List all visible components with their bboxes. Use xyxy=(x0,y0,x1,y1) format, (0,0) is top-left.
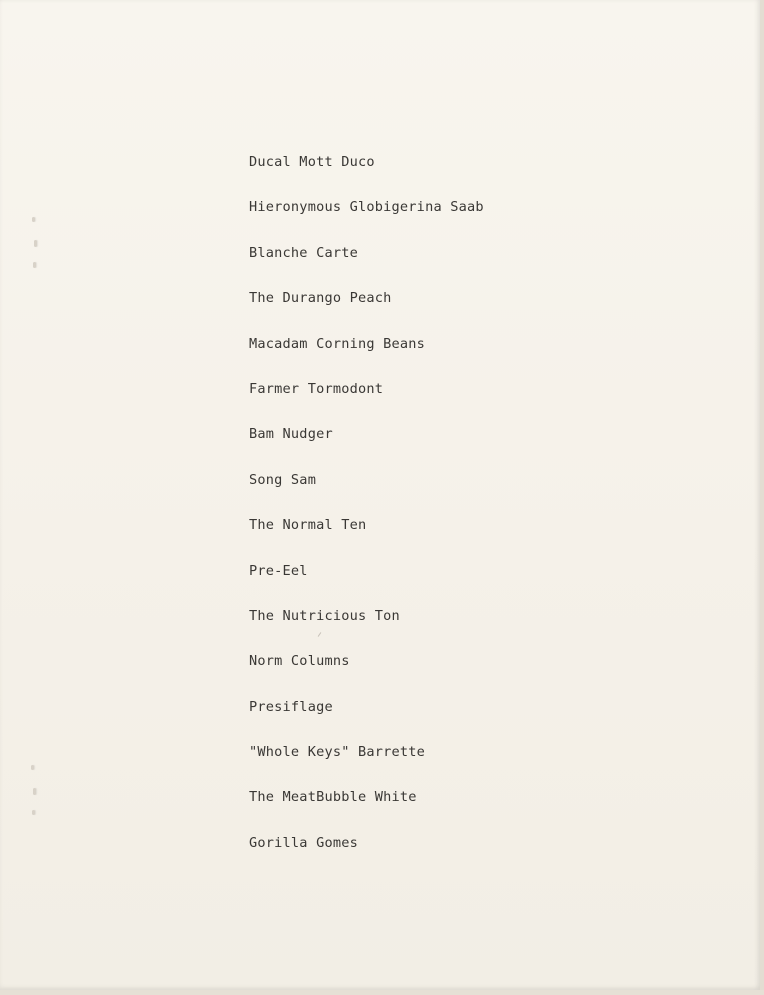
list-item: Bam Nudger xyxy=(249,426,333,443)
list-item: Gorilla Gomes xyxy=(249,834,358,851)
list-item: Blanche Carte xyxy=(249,244,358,261)
list-item: The MeatBubble White xyxy=(249,789,417,806)
page-edge-bottom xyxy=(0,990,764,995)
punch-mark-bottom-3 xyxy=(32,810,35,815)
list-item: Presiflage xyxy=(249,698,333,715)
punch-mark-top-2 xyxy=(34,240,37,247)
list-item: Hieronymous Globigerina Saab xyxy=(249,199,484,216)
list-item: Song Sam xyxy=(249,471,317,488)
list-item: Macadam Corning Beans xyxy=(249,335,426,352)
list-item: Pre-Eel xyxy=(249,562,308,579)
list-item: Farmer Tormodont xyxy=(249,380,384,397)
punch-mark-top xyxy=(32,217,35,222)
name-list xyxy=(249,151,484,877)
list-item: The Nutricious Ton xyxy=(249,607,400,624)
list-item: "Whole Keys" Barrette xyxy=(249,744,426,761)
list-item: Norm Columns xyxy=(249,653,350,670)
punch-mark-top-3 xyxy=(33,262,36,268)
punch-mark-bottom-2 xyxy=(33,788,36,795)
list-item: The Durango Peach xyxy=(249,290,392,307)
list-item: Ducal Mott Duco xyxy=(249,154,375,170)
page-edge-right xyxy=(760,0,764,995)
list-item: The Normal Ten xyxy=(249,517,367,534)
punch-mark-bottom xyxy=(31,765,34,770)
